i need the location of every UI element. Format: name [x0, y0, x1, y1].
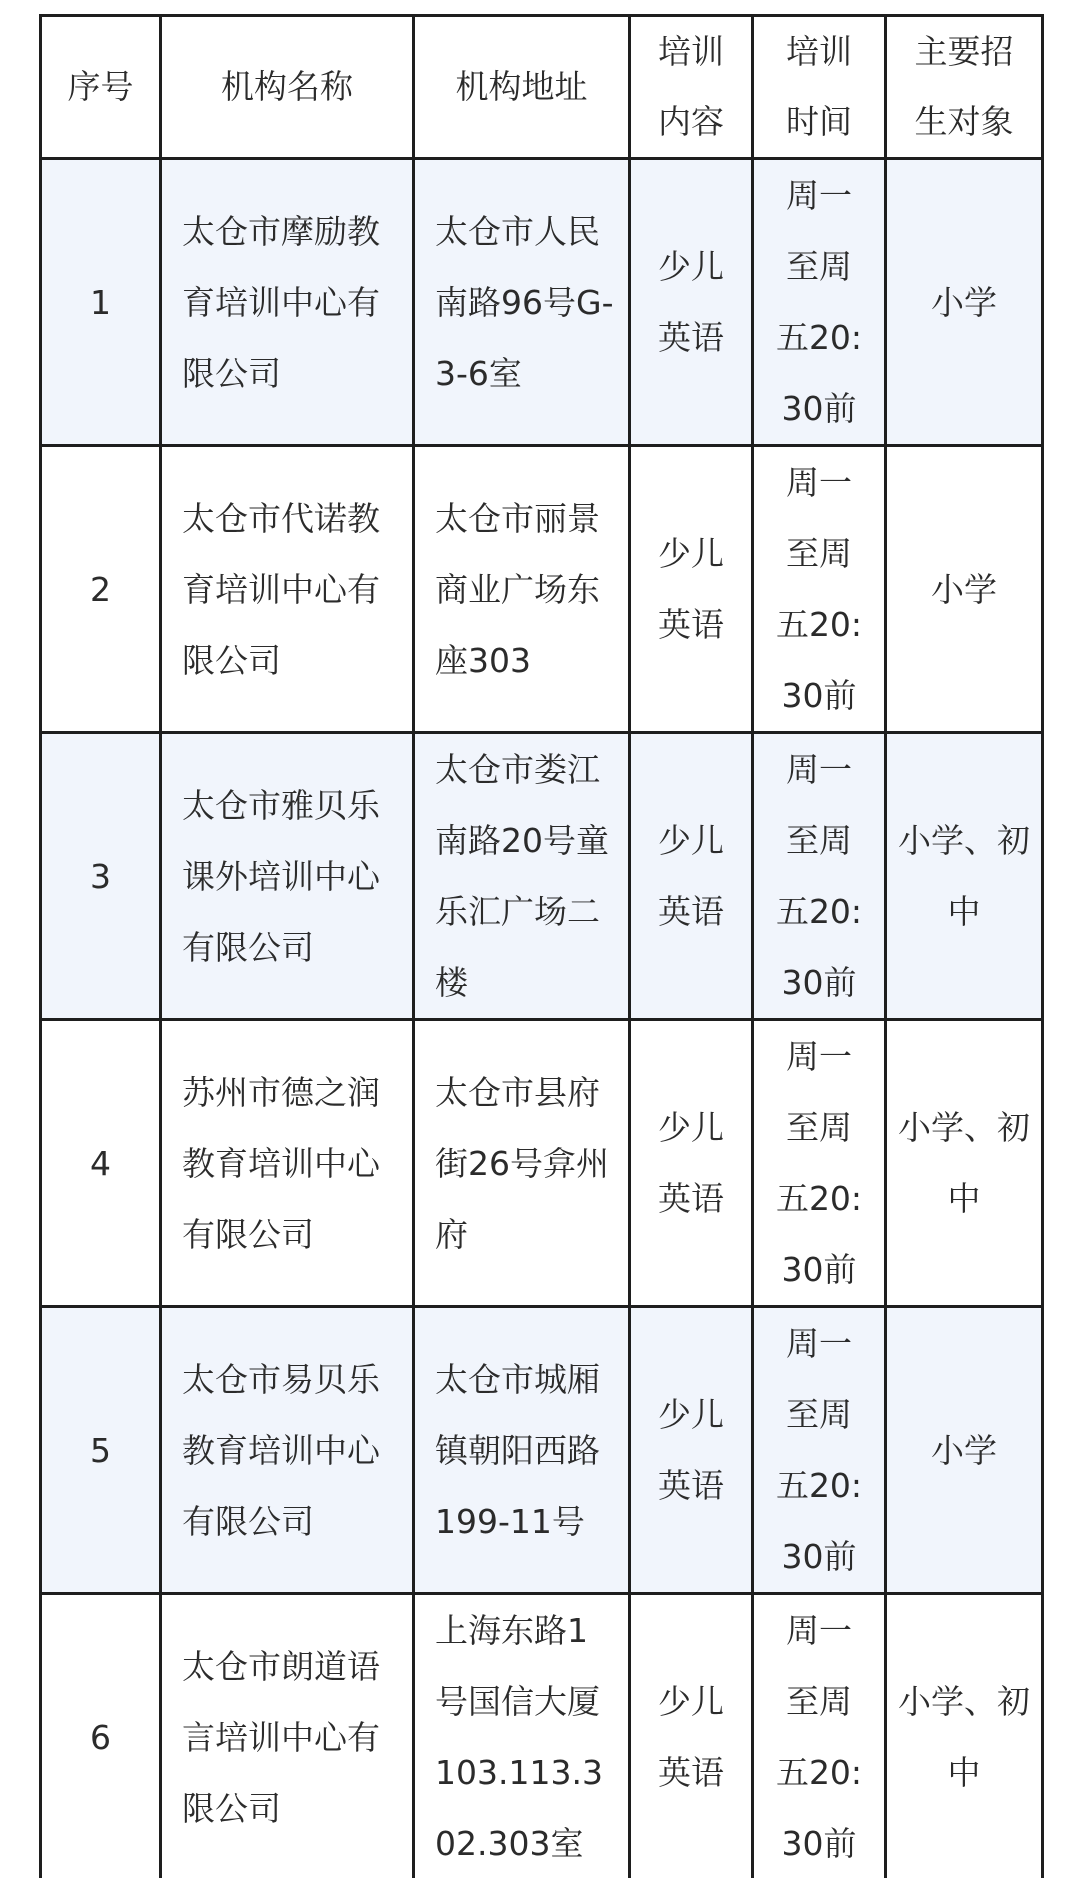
- cell-content: 少儿 英语: [630, 1307, 753, 1594]
- cell-address: 太仓市娄江南路20号童乐汇广场二楼: [414, 733, 630, 1020]
- cell-target: 小学、初中: [886, 733, 1043, 1020]
- table-row: [41, 1594, 1043, 1878]
- cell-name: 苏州市德之润教育培训中心有限公司: [161, 1020, 414, 1307]
- cell-time: 周一 至周 五20: 30前: [753, 1307, 886, 1594]
- cell-target: 小学、初中: [886, 1020, 1043, 1307]
- header-content: 培训 内容: [630, 16, 753, 159]
- cell-time: 周一 至周 五20: 30前: [753, 733, 886, 1020]
- cell-index: 4: [41, 1020, 161, 1307]
- table-row: [41, 733, 1043, 1020]
- cell-content: 少儿 英语: [630, 1594, 753, 1878]
- cell-target: 小学: [886, 159, 1043, 446]
- cell-content: 少儿 英语: [630, 159, 753, 446]
- cell-index: 1: [41, 159, 161, 446]
- table-row: [41, 1307, 1043, 1594]
- cell-address: 太仓市人民南路96号G-3-6室: [414, 159, 630, 446]
- cell-content: 少儿 英语: [630, 733, 753, 1020]
- cell-address: 太仓市县府街26号弇州府: [414, 1020, 630, 1307]
- header-time: 培训 时间: [753, 16, 886, 159]
- cell-time: 周一 至周 五20: 30前: [753, 446, 886, 733]
- cell-name: 太仓市雅贝乐课外培训中心有限公司: [161, 733, 414, 1020]
- cell-time: 周一 至周 五20: 30前: [753, 1594, 886, 1878]
- cell-address: 太仓市丽景商业广场东座303: [414, 446, 630, 733]
- cell-index: 3: [41, 733, 161, 1020]
- table-row: [41, 159, 1043, 446]
- table-row: [41, 446, 1043, 733]
- cell-index: 2: [41, 446, 161, 733]
- cell-time: 周一 至周 五20: 30前: [753, 159, 886, 446]
- cell-address: 上海东路1号国信大厦103.113.302.303室: [414, 1594, 630, 1878]
- cell-name: 太仓市易贝乐教育培训中心有限公司: [161, 1307, 414, 1594]
- cell-target: 小学、初中: [886, 1594, 1043, 1878]
- cell-time: 周一 至周 五20: 30前: [753, 1020, 886, 1307]
- cell-name: 太仓市朗道语言培训中心有限公司: [161, 1594, 414, 1878]
- cell-content: 少儿 英语: [630, 1020, 753, 1307]
- header-target: 主要招 生对象: [886, 16, 1043, 159]
- cell-index: 5: [41, 1307, 161, 1594]
- cell-target: 小学: [886, 1307, 1043, 1594]
- cell-content: 少儿 英语: [630, 446, 753, 733]
- table-header-row: [41, 16, 1043, 159]
- cell-index: 6: [41, 1594, 161, 1878]
- cell-target: 小学: [886, 446, 1043, 733]
- header-index: 序号: [41, 16, 161, 159]
- cell-name: 太仓市代诺教育培训中心有限公司: [161, 446, 414, 733]
- training-institutions-table: [39, 14, 1044, 1878]
- header-address: 机构地址: [414, 16, 630, 159]
- cell-address: 太仓市城厢镇朝阳西路199-11号: [414, 1307, 630, 1594]
- table-row: [41, 1020, 1043, 1307]
- header-name: 机构名称: [161, 16, 414, 159]
- cell-name: 太仓市摩励教育培训中心有限公司: [161, 159, 414, 446]
